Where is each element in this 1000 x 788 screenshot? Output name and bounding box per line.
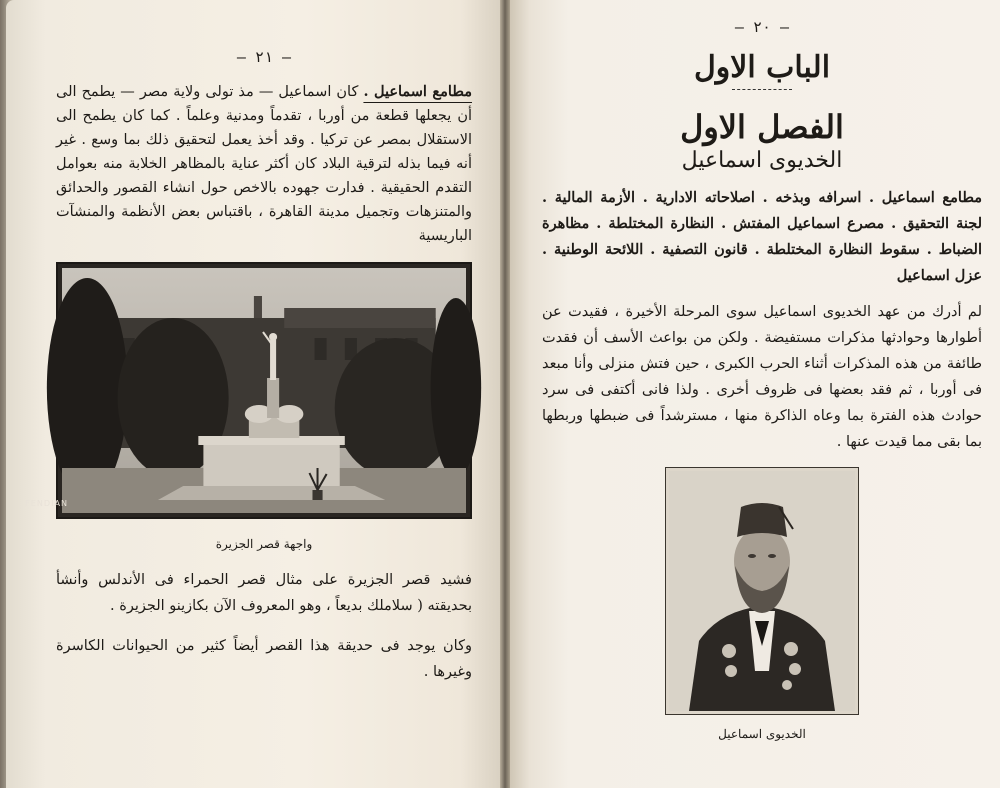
right-page — [510, 0, 1000, 788]
section-lead-heading: مطامع اسماعيل . — [363, 83, 472, 100]
chapter-intro-paragraph: لم أدرك من عهد الخديوى اسماعيل سوى المرحلة الأخيرة ، فقيدت عن أطوارها وحوادثها مذكرات مستفيضة . ولكن من بواعث الأسف أن فقدت طائفة من هذه المذكرات أثناء الحرب الكبرى ، حين فتش منزلى وأنا مبعد فى أوربا ، ثم فقد بعضها فى ظروف أخرى . ولذا فانى أكتفى فى سرد حوادث هذه الفترة بما وعاه الذاكرة منها ، مسترشداً فى ضبطها وربطها بما بقى مما قيدت عنها . — [542, 304, 982, 450]
photographer-signature: FENDIAN — [25, 499, 69, 508]
photo-caption: واجهة قصر الجزيرة — [215, 537, 313, 551]
intro-body-text: كان اسماعيل — مذ تولى ولاية مصر — يطمح الى أن يجعلها قطعة من أوربا ، تقدماً ومدنية وعلماً . كما كان يطمح الى الاستقلال بمصر عن تركيا . وقد أخذ يعمل لتحقيق ذلك بما وسع . غير أنه فيما بذله لترقية البلاد كان أكثر عناية بالمظاهر الخلابة منه بعوامل التقدم الحقيقية . فدارت جهوده بالاخص حول انشاء القصور والحدائق والمتنزهات وتجميل مدينة القاهرة ، باقتباس بعض الأنظمة والمنشآت الباريسية — [56, 84, 472, 244]
intro-paragraph — [56, 80, 472, 248]
book-gutter — [500, 0, 510, 788]
ornament-divider — [732, 89, 792, 98]
gezira-palace-photo — [25, 262, 472, 519]
page-number-21: — ٢١ — — [236, 48, 292, 66]
left-page — [6, 0, 500, 788]
portrait-caption: الخديوى اسماعيل — [718, 727, 806, 741]
section-subtitle: الخديوى اسماعيل — [681, 148, 843, 173]
chapter-topics-list: مطامع اسماعيل . اسرافه وبذخه . اصلاحاته الادارية . الأزمة المالية . لجنة التحقيق . مصرع اسماعيل المفتش . النظارة المختلطة . مظاهرة الضباط . سقوط النظارة المختلطة . قانون التصفية . اللائحة الوطنية . عزل اسماعيل — [542, 189, 982, 284]
section-title: الفصل الاول — [680, 108, 844, 146]
palace-paragraph: فشيد قصر الجزيرة على مثال قصر الحمراء فى الأندلس وأنشأ بحديقته ( سلاملك بديعاً ، وهو المعروف الآن بكازينو الجزيرة . — [56, 572, 472, 614]
chapter-title: الباب الاول — [693, 50, 831, 85]
portrait-image — [669, 471, 855, 711]
fountain-photo-image — [25, 268, 466, 513]
animals-paragraph: وكان يوجد فى حديقة هذا القصر أيضاً كثير من الحيوانات الكاسرة وغيرها . — [56, 638, 472, 680]
page-number-20: — ٢٠ — — [734, 18, 790, 36]
khedive-portrait — [665, 467, 859, 715]
